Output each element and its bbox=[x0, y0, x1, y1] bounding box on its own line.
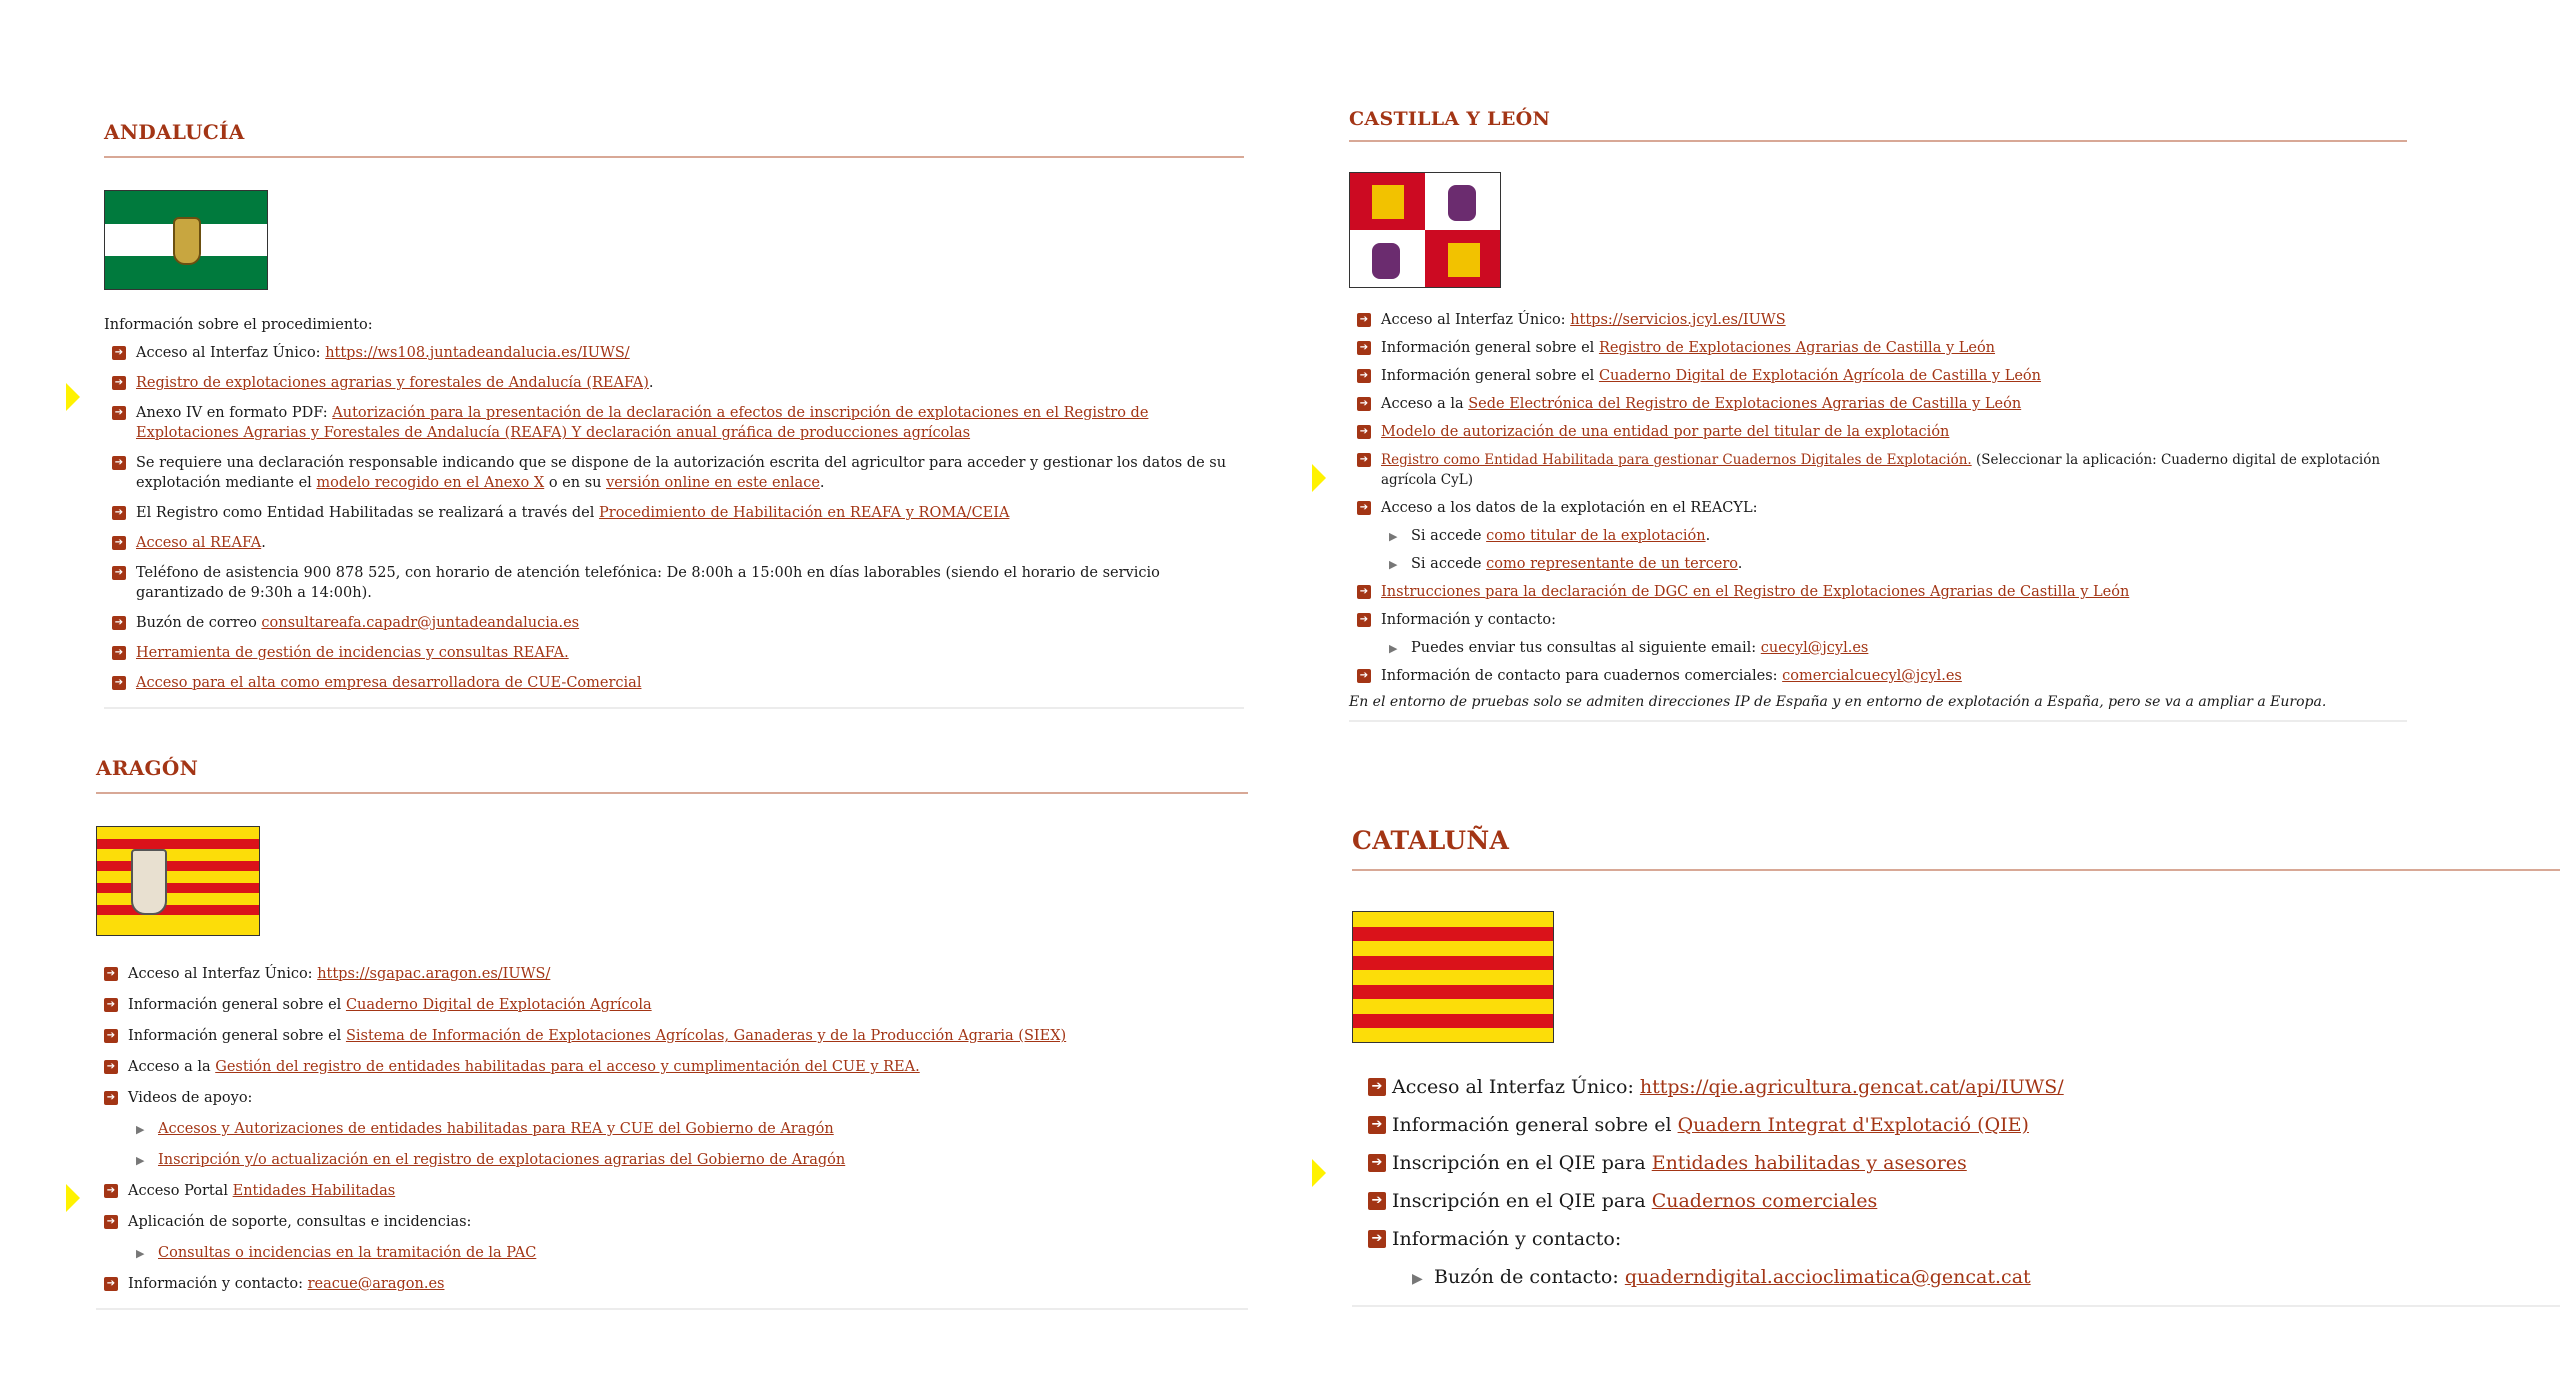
arrow-right-square-icon: ➔ bbox=[112, 506, 126, 520]
anexo-iv-link[interactable]: Autorización para la presentación de la declaración a efectos de inscripción de explotaciones en el Registro de Explotaciones Agrarias y Forestales de Andalucía (REAFA) Y declaración anual gráfica de producciones agrícolas bbox=[136, 405, 1149, 441]
lion-icon bbox=[1372, 243, 1400, 279]
list-item: ➔ Información general sobre el Cuaderno Digital de Explotación Agrícola bbox=[96, 995, 1248, 1015]
arrow-right-square-icon: ➔ bbox=[104, 998, 118, 1012]
arrow-right-square-icon: ➔ bbox=[1357, 397, 1371, 411]
list-item: ➔ Información general sobre el Cuaderno Digital de Explotación Agrícola de Castilla y León bbox=[1349, 366, 2407, 386]
cyl-section bbox=[1349, 108, 2407, 722]
entidades-habilitadas-link[interactable]: Entidades Habilitadas bbox=[232, 1183, 396, 1199]
section-divider bbox=[1349, 140, 2407, 142]
cat-contact-list bbox=[1352, 1263, 2560, 1291]
registro-link[interactable]: Registro de Explotaciones Agrarias de Castilla y León bbox=[1598, 340, 1996, 356]
arrow-right-square-icon: ➔ bbox=[112, 646, 126, 660]
section-bottom-divider bbox=[1349, 720, 2407, 722]
environment-note: En el entorno de pruebas solo se admiten direcciones IP de España y en entorno de explotación a España, pero se va a ampliar a Europa. bbox=[1349, 694, 2327, 710]
arrow-right-square-icon: ➔ bbox=[1357, 585, 1371, 599]
aragon-section bbox=[96, 756, 1248, 1310]
list-item: ➔ Buzón de correo consultareafa.capadr@juntadeandalucia.es bbox=[104, 613, 1244, 633]
aragon-list-3 bbox=[96, 1274, 1248, 1294]
section-divider bbox=[1352, 869, 2560, 871]
section-title: CASTILLA Y LEÓN bbox=[1349, 108, 1551, 130]
arrow-right-square-icon: ➔ bbox=[112, 456, 126, 470]
list-item: ➔ Acceso a la Sede Electrónica del Registro de Explotaciones Agrarias de Castilla y León bbox=[1349, 394, 2407, 414]
castle-icon bbox=[1372, 185, 1404, 219]
list-item: ➔ El Registro como Entidad Habilitadas se realizará a través del Procedimiento de Habilitación en REAFA y ROMA/CEIA bbox=[104, 503, 1244, 523]
triangle-right-icon: ▶ bbox=[136, 1154, 145, 1167]
list-item: ➔ Acceso al Interfaz Único: https://qie.agricultura.gencat.cat/api/IUWS/ bbox=[1352, 1073, 2560, 1101]
reafa-link[interactable]: Registro de explotaciones agrarias y forestales de Andalucía (REAFA) bbox=[136, 375, 649, 391]
video-link[interactable]: Accesos y Autorizaciones de entidades habilitadas para REA y CUE del Gobierno de Aragón bbox=[158, 1121, 834, 1137]
arrow-right-square-icon: ➔ bbox=[1357, 669, 1371, 683]
section-bottom-divider bbox=[96, 1308, 1248, 1310]
habilitacion-link[interactable]: Procedimiento de Habilitación en REAFA y ROMA/CEIA bbox=[599, 505, 1010, 521]
list-item bbox=[96, 1150, 1248, 1170]
procedure-intro: Información sobre el procedimiento: bbox=[104, 317, 373, 333]
list-item: ▶ Buzón de contacto: quaderndigital.accioclimatica@gencat.cat bbox=[1352, 1263, 2560, 1291]
list-item: ➔ Registro de explotaciones agrarias y forestales de Andalucía (REAFA). bbox=[104, 373, 1244, 393]
section-divider bbox=[104, 156, 1244, 158]
arrow-right-square-icon: ➔ bbox=[1357, 313, 1371, 327]
sede-link[interactable]: Sede Electrónica del Registro de Explotaciones Agrarias de Castilla y León bbox=[1468, 396, 2022, 412]
reafa-access-link[interactable]: Acceso al REAFA bbox=[136, 535, 262, 551]
list-item: ➔ Acceso a la Gestión del registro de entidades habilitadas para el acceso y cumplimentación del CUE y REA. bbox=[96, 1057, 1248, 1077]
list-item: ➔ Información y contacto: reacue@aragon.es bbox=[96, 1274, 1248, 1294]
list-item: ➔ Acceso Portal Entidades Habilitadas bbox=[96, 1181, 1248, 1201]
list-item: ▶ Si accede como representante de un tercero. bbox=[1349, 554, 2407, 574]
iu-link[interactable]: https://sgapac.aragon.es/IUWS/ bbox=[317, 966, 551, 982]
triangle-right-icon: ▶ bbox=[136, 1247, 145, 1260]
arrow-right-square-icon: ➔ bbox=[1368, 1154, 1386, 1172]
arrow-right-square-icon: ➔ bbox=[1368, 1078, 1386, 1096]
arrow-right-square-icon: ➔ bbox=[1357, 369, 1371, 383]
arrow-right-square-icon: ➔ bbox=[1357, 501, 1371, 515]
section-title: CATALUÑA bbox=[1352, 826, 1510, 855]
cat-list bbox=[1352, 1073, 2560, 1253]
list-item: ▶ Si accede como titular de la explotación. bbox=[1349, 526, 2407, 546]
arrow-right-square-icon: ➔ bbox=[104, 1215, 118, 1229]
list-item: ➔ Inscripción en el QIE para Entidades habilitadas y asesores bbox=[1352, 1149, 2560, 1177]
email-link[interactable]: consultareafa.capadr@juntadeandalucia.es bbox=[261, 615, 580, 631]
arrow-right-square-icon: ➔ bbox=[112, 536, 126, 550]
cat-flag bbox=[1352, 911, 1554, 1043]
list-item: ➔ Inscripción en el QIE para Cuadernos comerciales bbox=[1352, 1187, 2560, 1215]
comercial-email-link[interactable]: comercialcuecyl@jcyl.es bbox=[1782, 668, 1962, 684]
list-item bbox=[1349, 582, 2407, 602]
qie-link[interactable]: Quadern Integrat d'Explotació (QIE) bbox=[1677, 1114, 2029, 1136]
list-item: ➔ Aplicación de soporte, consultas e incidencias: bbox=[96, 1212, 1248, 1232]
siex-link[interactable]: Sistema de Información de Explotaciones Agrícolas, Ganaderas y de la Producción Agraria (SIEX) bbox=[345, 1028, 1067, 1044]
list-item: ➔ Información de contacto para cuadernos comerciales: comercialcuecyl@jcyl.es bbox=[1349, 666, 2407, 686]
pac-link[interactable]: Consultas o incidencias en la tramitación de la PAC bbox=[158, 1245, 537, 1261]
arrow-right-square-icon: ➔ bbox=[104, 967, 118, 981]
cyl-list-2 bbox=[1349, 582, 2407, 630]
arrow-right-square-icon: ➔ bbox=[104, 1029, 118, 1043]
cuaderno-link[interactable]: Cuaderno Digital de Explotación Agrícola de Castilla y León bbox=[1598, 368, 2041, 384]
triangle-right-icon: ▶ bbox=[1389, 642, 1398, 655]
highlight-arrow-icon bbox=[1312, 1159, 1326, 1187]
cyl-contact-list bbox=[1349, 638, 2407, 658]
list-item: ➔ Se requiere una declaración responsable indicando que se dispone de la autorización escrita del agricultor para acceder y gestionar los datos de su explotación mediante el modelo recogido en el Anexo X o en su versión online en este enlace. bbox=[104, 453, 1244, 493]
incidencias-link[interactable]: Herramienta de gestión de incidencias y consultas REAFA. bbox=[136, 645, 569, 661]
cyl-flag bbox=[1349, 172, 1501, 288]
arrow-right-square-icon: ➔ bbox=[104, 1184, 118, 1198]
coat-of-arms-icon bbox=[173, 217, 201, 265]
list-item: ➔ Anexo IV en formato PDF: Autorización para la presentación de la declaración a efectos de inscripción de explotaciones en el Registro de Explotaciones Agrarias y Forestales de Andalucía (REAFA) Y declaración anual gráfica de producciones agrícolas bbox=[104, 403, 1244, 443]
instrucciones-link[interactable]: Instrucciones para la declaración de DGC en el Registro de Explotaciones Agrarias de Castilla y León bbox=[1381, 584, 2130, 600]
section-divider bbox=[96, 792, 1248, 794]
cuaderno-link[interactable]: Cuaderno Digital de Explotación Agrícola bbox=[345, 997, 652, 1013]
iu-link[interactable]: https://qie.agricultura.gencat.cat/api/IUWS/ bbox=[1639, 1076, 2064, 1098]
highlight-arrow-icon bbox=[1312, 464, 1326, 492]
aragon-list-2 bbox=[96, 1181, 1248, 1232]
arrow-right-square-icon: ➔ bbox=[112, 346, 126, 360]
email-link[interactable]: quaderndigital.accioclimatica@gencat.cat bbox=[1624, 1266, 2031, 1288]
list-item: ➔ Información general sobre el Registro de Explotaciones Agrarias de Castilla y León bbox=[1349, 338, 2407, 358]
entidades-habilitadas-link[interactable]: Entidades habilitadas y asesores bbox=[1651, 1152, 1967, 1174]
aragon-support-list bbox=[96, 1243, 1248, 1263]
arrow-right-square-icon: ➔ bbox=[1357, 425, 1371, 439]
cyl-access-list bbox=[1349, 526, 2407, 574]
registro-entidad-link[interactable]: Registro como Entidad Habilitada para gestionar Cuadernos Digitales de Explotación. bbox=[1381, 452, 1972, 468]
cyl-list bbox=[1349, 310, 2407, 518]
list-item bbox=[1349, 422, 2407, 442]
section-bottom-divider bbox=[104, 707, 1244, 709]
section-title: ARAGÓN bbox=[96, 756, 199, 780]
anexo-x-link[interactable]: modelo recogido en el Anexo X bbox=[316, 475, 545, 491]
list-item: ➔ Acceso al Interfaz Único: https://sgapac.aragon.es/IUWS/ bbox=[96, 964, 1248, 984]
highlight-arrow-icon bbox=[66, 383, 80, 411]
arrow-right-square-icon: ➔ bbox=[1357, 341, 1371, 355]
section-bottom-divider bbox=[1352, 1305, 2560, 1307]
list-item: ➔ Acceso al Interfaz Único: https://ws108.juntadeandalucia.es/IUWS/ bbox=[104, 343, 1244, 363]
aragon-flag bbox=[96, 826, 260, 936]
cuadernos-comerciales-link[interactable]: Cuadernos comerciales bbox=[1651, 1190, 1878, 1212]
castle-icon bbox=[1448, 243, 1480, 277]
arrow-right-square-icon: ➔ bbox=[1368, 1192, 1386, 1210]
arrow-right-square-icon: ➔ bbox=[112, 376, 126, 390]
list-item: ➔ Acceso a los datos de la explotación en el REACYL: bbox=[1349, 498, 2407, 518]
iu-link[interactable]: https://servicios.jcyl.es/IUWS bbox=[1570, 312, 1786, 328]
arrow-right-square-icon: ➔ bbox=[104, 1277, 118, 1291]
aragon-videos-list bbox=[96, 1119, 1248, 1170]
arrow-right-square-icon: ➔ bbox=[1368, 1230, 1386, 1248]
video-link[interactable]: Inscripción y/o actualización en el registro de explotaciones agrarias del Gobierno de Aragón bbox=[158, 1152, 846, 1168]
arrow-right-square-icon: ➔ bbox=[112, 616, 126, 630]
email-link[interactable]: reacue@aragon.es bbox=[307, 1276, 445, 1292]
aragon-list bbox=[96, 964, 1248, 1108]
coat-of-arms-icon bbox=[131, 849, 167, 915]
arrow-right-square-icon: ➔ bbox=[112, 406, 126, 420]
lion-icon bbox=[1448, 185, 1476, 221]
list-item bbox=[104, 673, 1244, 693]
arrow-right-square-icon: ➔ bbox=[104, 1060, 118, 1074]
triangle-right-icon: ▶ bbox=[1389, 558, 1398, 571]
triangle-right-icon: ▶ bbox=[136, 1123, 145, 1136]
list-item: ▶ Puedes enviar tus consultas al siguiente email: cuecyl@jcyl.es bbox=[1349, 638, 2407, 658]
arrow-right-square-icon: ➔ bbox=[1368, 1116, 1386, 1134]
iu-link[interactable]: https://ws108.juntadeandalucia.es/IUWS/ bbox=[325, 345, 630, 361]
arrow-right-square-icon: ➔ bbox=[104, 1091, 118, 1105]
triangle-right-icon: ▶ bbox=[1412, 1271, 1423, 1287]
triangle-right-icon: ▶ bbox=[1389, 530, 1398, 543]
list-item: ➔ Información general sobre el Sistema de Información de Explotaciones Agrícolas, Ganaderas y de la Producción Agraria (SIEX) bbox=[96, 1026, 1248, 1046]
andalucia-section bbox=[104, 120, 1244, 709]
list-item: ➔ Acceso al Interfaz Único: https://servicios.jcyl.es/IUWS bbox=[1349, 310, 2407, 330]
list-item bbox=[96, 1243, 1248, 1263]
list-item bbox=[104, 643, 1244, 663]
highlight-arrow-icon bbox=[66, 1184, 80, 1212]
cat-section bbox=[1352, 826, 2560, 1307]
gestion-registro-link[interactable]: Gestión del registro de entidades habilitadas para el acceso y cumplimentación del CUE y REA. bbox=[215, 1059, 920, 1075]
list-item: ➔ Acceso al REAFA. bbox=[104, 533, 1244, 553]
list-item: ➔ Información y contacto: bbox=[1349, 610, 2407, 630]
arrow-right-square-icon: ➔ bbox=[112, 676, 126, 690]
list-item bbox=[96, 1119, 1248, 1139]
section-title: ANDALUCÍA bbox=[104, 120, 245, 144]
online-version-link[interactable]: versión online en este enlace bbox=[606, 475, 820, 491]
modelo-link[interactable]: Modelo de autorización de una entidad por parte del titular de la explotación bbox=[1381, 424, 1950, 440]
list-item: ➔ Información y contacto: bbox=[1352, 1225, 2560, 1253]
arrow-right-square-icon: ➔ bbox=[1357, 453, 1371, 467]
titular-link[interactable]: como titular de la explotación bbox=[1486, 528, 1706, 544]
list-item: ➔ Teléfono de asistencia 900 878 525, con horario de atención telefónica: De 8:00h a 15:00h en días laborables (siendo el horario de servicio garantizado de 9:30h a 14:00h). bbox=[104, 563, 1244, 603]
representante-link[interactable]: como representante de un tercero bbox=[1486, 556, 1738, 572]
andalucia-flag bbox=[104, 190, 268, 290]
email-link[interactable]: cuecyl@jcyl.es bbox=[1760, 640, 1869, 656]
cue-comercial-link[interactable]: Acceso para el alta como empresa desarrolladora de CUE-Comercial bbox=[136, 675, 642, 691]
list-item: ➔ Información general sobre el Quadern Integrat d'Explotació (QIE) bbox=[1352, 1111, 2560, 1139]
cyl-list-3 bbox=[1349, 666, 2407, 686]
list-item: ➔ Videos de apoyo: bbox=[96, 1088, 1248, 1108]
arrow-right-square-icon: ➔ bbox=[1357, 613, 1371, 627]
arrow-right-square-icon: ➔ bbox=[112, 566, 126, 580]
andalucia-list bbox=[104, 343, 1244, 693]
list-item: ➔ Registro como Entidad Habilitada para gestionar Cuadernos Digitales de Explotación. (Seleccionar la aplicación: Cuaderno digital de explotación agrícola CyL) bbox=[1349, 450, 2407, 490]
